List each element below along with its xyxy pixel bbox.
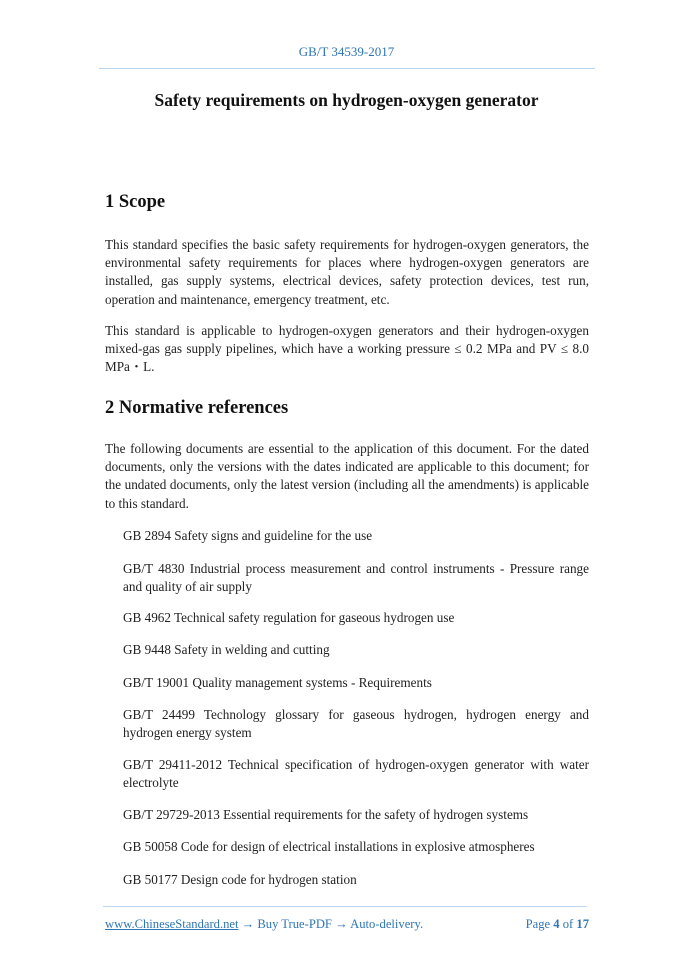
arrow-right-icon: → [331, 917, 351, 931]
header-divider [99, 68, 595, 69]
reference-item: GB 4962 Technical safety regulation for gaseous hydrogen use [123, 610, 455, 625]
footer-divider [103, 906, 587, 907]
page-total: 17 [576, 917, 589, 931]
scope-paragraph-1 [105, 236, 589, 309]
paragraph: This standard is applicable to hydrogen-oxygen generators and their hydrogen-oxygen mixed-gas gas supply pipelines, which have a working pressure ≤ 0.2 MPa and PV ≤ 8.0 MPa・L. [105, 323, 589, 375]
buy-pdf-text: Buy True-PDF [257, 917, 332, 931]
auto-delivery-text: Auto-delivery. [350, 917, 424, 931]
reference-item: GB/T 19001 Quality management systems - Requirements [123, 675, 432, 690]
running-header [0, 44, 693, 60]
normative-paragraph [105, 440, 589, 513]
paragraph: This standard specifies the basic safety requirements for hydrogen-oxygen generators, the environmental safety requirements for places where hydrogen-oxygen generators are installed, gas supply systems, electrical devices, safety protection devices, test run, operation and maintenance, emergency treatment, etc. [105, 237, 589, 307]
paragraph: The following documents are essential to the application of this document. For the dated documents, only the versions with the dates indicated are applicable to this document; for the undated documents, only the latest version (including all the amendments) is applicable to this standard. [105, 441, 589, 511]
page-label: Page [525, 917, 551, 931]
section-heading-normative [105, 398, 589, 419]
reference-item: GB 2894 Safety signs and guideline for the use [123, 528, 373, 543]
reference-item: GB 50058 Code for design of electrical installations in explosive atmospheres [123, 839, 535, 854]
document-title: Safety requirements on hydrogen-oxygen generator [154, 90, 539, 110]
section-heading-scope [105, 192, 589, 213]
page-footer [105, 917, 589, 932]
reference-item: GB/T 29411-2012 Technical specification of hydrogen-oxygen generator with water electrolyte [123, 757, 589, 791]
reference-item: GB 9448 Safety in welding and cutting [123, 642, 330, 657]
page-indicator [526, 917, 589, 932]
page-current: 4 [553, 917, 560, 931]
section-heading: 2 Normative references [105, 398, 289, 418]
arrow-right-icon: → [238, 917, 258, 931]
reference-item: GB/T 24499 Technology glossary for gaseous hydrogen, hydrogen energy and hydrogen energy system [123, 707, 589, 741]
document-id: GB/T 34539-2017 [298, 44, 395, 59]
website-link[interactable]: www.ChineseStandard.net [105, 917, 239, 931]
reference-item: GB/T 4830 Industrial process measurement and control instruments - Pressure range and quality of air supply [123, 561, 589, 595]
page-of: of [562, 917, 574, 931]
reference-item: GB 50177 Design code for hydrogen station [123, 872, 357, 887]
reference-item: GB/T 29729-2013 Essential requirements for the safety of hydrogen systems [123, 807, 529, 822]
scope-paragraph-2 [105, 322, 589, 377]
section-heading: 1 Scope [105, 192, 166, 212]
